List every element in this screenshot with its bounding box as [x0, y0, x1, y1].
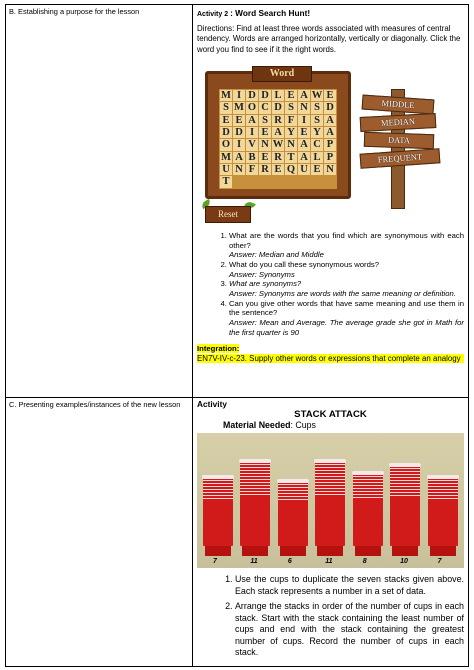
activity-title: STACK ATTACK	[294, 409, 367, 420]
grid-letter[interactable]: S	[220, 102, 232, 113]
grid-letter[interactable]: F	[246, 164, 258, 175]
grid-letter[interactable]: D	[324, 102, 336, 113]
grid-letter[interactable]: B	[246, 152, 258, 163]
step-item: 1. Use the cups to duplicate the seven stacks given above. Each stack represents a number in a set of data.	[235, 574, 464, 597]
question-item	[229, 279, 464, 298]
letter-grid[interactable]	[219, 89, 337, 189]
activity-title: : Word Search Hunt!	[230, 8, 311, 18]
row-establishing-purpose	[6, 5, 469, 398]
grid-letter[interactable]: S	[259, 115, 271, 126]
grid-letter[interactable]: E	[220, 115, 232, 126]
grid-letter[interactable]: T	[285, 152, 297, 163]
row-label: B. Establishing a purpose for the lesson	[6, 5, 193, 398]
grid-letter[interactable]: R	[272, 152, 284, 163]
grid-letter[interactable]: E	[298, 127, 310, 138]
grid-letter[interactable]: E	[233, 115, 245, 126]
activity-cell	[193, 398, 469, 667]
grid-letter[interactable]: I	[233, 139, 245, 150]
grid-letter[interactable]: S	[311, 102, 323, 113]
grid-letter[interactable]: U	[220, 164, 232, 175]
grid-letter[interactable]: W	[272, 139, 284, 151]
sign-plank-data[interactable]: DATA	[364, 132, 434, 149]
cup-stacks-image	[197, 433, 464, 568]
cup-count-label: 11	[325, 558, 333, 565]
grid-letter[interactable]: A	[272, 127, 284, 138]
grid-letter[interactable]: N	[324, 164, 336, 175]
board-title: Word	[252, 66, 312, 82]
material-label: Material Needed	[223, 420, 291, 430]
grid-letter[interactable]: D	[220, 127, 232, 138]
grid-letter[interactable]: E	[311, 164, 323, 175]
grid-letter[interactable]: A	[298, 139, 310, 150]
material-value: : Cups	[290, 420, 316, 430]
cup-count-label: 7	[437, 558, 442, 565]
grid-letter[interactable]: A	[246, 115, 258, 126]
cup-stack	[353, 474, 383, 546]
grid-letter[interactable]: L	[311, 152, 323, 163]
grid-letter[interactable]: P	[324, 139, 336, 150]
activity-prefix: Activity 2	[197, 11, 229, 18]
cup-stack	[240, 462, 270, 546]
grid-letter[interactable]: I	[233, 90, 245, 101]
grid-letter[interactable]: Y	[311, 127, 323, 138]
question-item	[229, 299, 464, 338]
sign-plank-middle[interactable]: MIDDLE	[362, 94, 435, 114]
lesson-plan-page	[5, 4, 469, 665]
grid-letter[interactable]: U	[298, 164, 310, 175]
question-item	[229, 231, 464, 260]
cup-count-label: 7	[213, 558, 217, 565]
grid-letter[interactable]: M	[221, 89, 231, 101]
cup-count-label: 6	[287, 558, 292, 565]
word-search-game	[197, 61, 464, 229]
grid-letter[interactable]: F	[285, 115, 297, 126]
grid-letter[interactable]: D	[246, 90, 258, 101]
grid-letter[interactable]: T	[220, 176, 232, 187]
activity-heading	[197, 8, 464, 18]
reset-button[interactable]: Reset	[205, 206, 251, 223]
grid-letter[interactable]: O	[221, 139, 231, 151]
grid-letter[interactable]: E	[259, 152, 271, 163]
grid-letter[interactable]: D	[272, 102, 284, 113]
cup-count-label: 8	[362, 558, 367, 565]
grid-letter[interactable]: N	[259, 139, 271, 150]
grid-letter[interactable]: E	[259, 127, 271, 138]
cup-stack	[390, 466, 420, 546]
word-search-board	[205, 67, 351, 199]
material-needed	[223, 420, 464, 430]
question-text: What are synonyms?	[229, 279, 302, 289]
question-text: What are the words that you find which are synonymous with each other?	[229, 230, 464, 250]
cup-count-label: 11	[250, 558, 258, 565]
grid-letter[interactable]: O	[247, 102, 257, 114]
grid-letter[interactable]: R	[272, 115, 284, 126]
grid-letter[interactable]: V	[246, 139, 258, 150]
activity-label: Activity	[197, 399, 227, 409]
steps-list	[197, 574, 464, 659]
grid-letter[interactable]: C	[259, 102, 271, 113]
cup-stack	[203, 478, 233, 546]
grid-letter[interactable]: N	[298, 102, 310, 113]
cup-stack	[278, 482, 308, 546]
grid-letter[interactable]: S	[285, 102, 297, 113]
cup-stack	[315, 462, 345, 546]
answer-text: Answer: Synonyms are words with the same meaning or definition.	[229, 289, 456, 299]
cup-stack	[428, 478, 458, 546]
grid-letter[interactable]: M	[221, 151, 231, 163]
grid-letter[interactable]: N	[233, 164, 245, 175]
answer-text: Answer: Synonyms	[229, 269, 295, 279]
sign-plank-frequent[interactable]: FREQUENT	[360, 148, 441, 169]
activity-heading	[197, 399, 464, 409]
grid-letter[interactable]: D	[259, 90, 271, 101]
row-label: C. Presenting examples/instances of the new lesson	[6, 398, 193, 667]
question-item	[229, 260, 464, 279]
grid-letter[interactable]: A	[298, 90, 310, 101]
grid-letter[interactable]: A	[324, 127, 336, 138]
grid-letter[interactable]: P	[324, 152, 336, 163]
grid-letter[interactable]: E	[285, 90, 297, 101]
activity-cell	[193, 5, 469, 398]
grid-letter[interactable]: M	[234, 102, 244, 114]
grid-letter[interactable]: Q	[286, 164, 296, 176]
step-item: 2. Arrange the stacks in order of the number of cups in each stack. Start with the stack containing the least number of cups and end with the stack containing the greatest number of cups. Record the number of cups in each stack.	[235, 601, 464, 659]
grid-letter[interactable]: I	[246, 127, 258, 138]
cup-count-label: 10	[400, 558, 408, 565]
lesson-plan-table	[5, 4, 469, 667]
question-list	[197, 231, 464, 338]
grid-letter[interactable]: Y	[285, 127, 297, 138]
integration-text: EN7V-IV-c-23. Supply other words or expressions that complete an analogy	[197, 354, 464, 363]
grid-letter[interactable]: S	[311, 115, 323, 126]
grid-letter[interactable]: I	[298, 115, 310, 126]
grid-letter[interactable]: R	[259, 164, 271, 175]
grid-letter[interactable]: E	[272, 164, 284, 175]
answer-text: Answer: Mean and Average. The average grade she got in Math for the first quarter is 90	[229, 318, 464, 337]
grid-letter[interactable]: A	[298, 152, 310, 163]
grid-letter[interactable]: A	[233, 152, 245, 163]
question-text: Can you give other words that have same meaning and use them in the sentence?	[229, 298, 464, 318]
question-text: What do you call these synonymous words?	[229, 259, 379, 269]
grid-letter[interactable]: A	[324, 115, 336, 126]
grid-letter[interactable]: C	[311, 139, 323, 150]
integration-label: Integration:	[197, 343, 240, 353]
sign-plank-median[interactable]: MEDIAN	[360, 113, 437, 132]
grid-letter[interactable]: N	[285, 139, 297, 150]
row-presenting-examples	[6, 398, 469, 667]
grid-letter[interactable]: E	[324, 90, 336, 101]
grid-letter[interactable]: D	[233, 127, 245, 138]
signpost	[358, 91, 438, 211]
grid-letter[interactable]: L	[272, 90, 284, 101]
directions-text: Directions: Find at least three words associated with measures of central tendency. Words are arranged horizontally, vertically or diagonally. Click the word you find to see if it the right words.	[197, 24, 461, 54]
grid-letter[interactable]: W	[311, 89, 323, 101]
answer-text: Answer: Median and Middle	[229, 250, 324, 260]
